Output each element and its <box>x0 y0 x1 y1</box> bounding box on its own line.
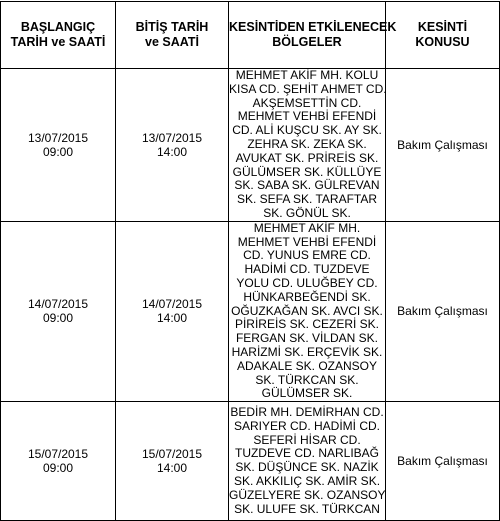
header-end-datetime: BİTİŞ TARİH ve SAATİ <box>116 2 229 69</box>
start-datetime-cell <box>1 402 116 521</box>
affected-areas-cell <box>229 221 386 401</box>
area-line: ADAKALE SK. OZANSOY <box>236 358 378 373</box>
outage-topic-cell: Bakım Çalışması <box>386 221 500 401</box>
area-line: SK. ULUFE SK. TÜRKCAN <box>234 501 380 516</box>
area-line: FERGAN SK. VİLDAN SK. <box>235 331 379 346</box>
area-line: SK. SABA SK. GÜLREVAN <box>234 178 380 193</box>
area-line: AKŞEMSETTİN CD. <box>252 95 362 110</box>
table-row <box>1 221 500 401</box>
end-time: 14:00 <box>156 311 188 326</box>
area-line: HÜNKARBEĞENDİ SK. <box>243 289 371 304</box>
table-row <box>1 69 500 222</box>
outage-topic-cell: Bakım Çalışması <box>386 402 500 521</box>
end-date: 13/07/2015 <box>141 130 203 145</box>
header-start-datetime: BAŞLANGIÇ TARİH ve SAATİ <box>1 2 116 69</box>
start-time: 09:00 <box>42 144 74 159</box>
start-datetime-cell <box>1 69 116 222</box>
area-line: OĞUZKAĞAN SK. AVCI SK. <box>231 303 383 318</box>
area-line: SK. GÖNÜL SK. <box>263 205 351 220</box>
area-line: YOLU CD. ULUĞBEY CD. <box>236 275 378 290</box>
area-line: PİRİREİS SK. CEZERİ SK. <box>234 317 380 332</box>
area-line: GÜLÜMSER SK. KÜLLÜYE <box>232 164 382 179</box>
area-line: CD. ALİ KUŞCU SK. AY SK. <box>232 123 382 138</box>
area-line: SK. SEFA SK. TARAFTAR <box>236 192 378 207</box>
area-line: HADİMİ CD. TUZDEVE <box>244 262 370 277</box>
end-date: 15/07/2015 <box>141 447 203 462</box>
area-line: GÜZELYERE SK. OZANSOY <box>229 487 386 502</box>
end-datetime-cell <box>116 69 229 222</box>
header-affected-areas: KESİNTİDEN ETKİLENECEK BÖLGELER <box>229 2 386 69</box>
end-datetime-cell <box>116 402 229 521</box>
power-outage-table <box>0 1 500 521</box>
area-line: SK. DÜŞÜNCE SK. NAZİK <box>235 460 379 475</box>
area-line: TUZDEVE CD. NARLIBAĞ <box>234 446 380 461</box>
area-line: CD. YUNUS EMRE CD. <box>243 248 371 263</box>
end-time: 14:00 <box>156 144 188 159</box>
table-row <box>1 402 500 521</box>
area-line: KISA CD. ŞEHİT AHMET CD. <box>229 81 387 96</box>
end-date: 14/07/2015 <box>141 297 203 312</box>
start-date: 15/07/2015 <box>27 447 89 462</box>
start-date: 13/07/2015 <box>27 130 89 145</box>
start-date: 14/07/2015 <box>27 297 89 312</box>
area-line: MEHMET AKİF MH. KOLU <box>235 68 379 82</box>
area-line: SARIYER CD. HADİMİ CD. <box>233 418 380 433</box>
header-row <box>1 2 500 69</box>
end-time: 14:00 <box>156 461 188 476</box>
start-time: 09:00 <box>42 311 74 326</box>
start-datetime-cell <box>1 221 116 401</box>
start-time: 09:00 <box>42 461 74 476</box>
area-line: GÜLÜMSER SK. <box>261 386 353 401</box>
affected-areas-cell <box>229 402 386 521</box>
affected-areas-cell <box>229 69 386 222</box>
area-line: MEHMET VEHBİ EFENDİ <box>237 109 377 124</box>
area-line: SK. TÜRKCAN SK. <box>255 372 359 387</box>
outage-topic-cell: Bakım Çalışması <box>386 69 500 222</box>
area-line: HARİZMİ SK. ERÇEVİK SK. <box>231 344 383 359</box>
end-datetime-cell <box>116 221 229 401</box>
area-line: SK. AKKILIÇ SK. AMİR SK. <box>233 473 381 488</box>
area-line: ZEHRA SK. ZEKA SK. <box>247 136 367 151</box>
area-line: MEHMET AKİF MH. <box>253 220 361 235</box>
area-line: AVUKAT SK. PRİREİS SK. <box>235 150 379 165</box>
area-line: MEHMET VEHBİ EFENDİ <box>237 234 377 249</box>
area-line: BEDİR MH. DEMİRHAN CD. <box>230 404 384 419</box>
area-line: SEFERİ HİSAR CD. <box>253 432 361 447</box>
header-outage-topic: KESİNTİ KONUSU <box>386 2 500 69</box>
